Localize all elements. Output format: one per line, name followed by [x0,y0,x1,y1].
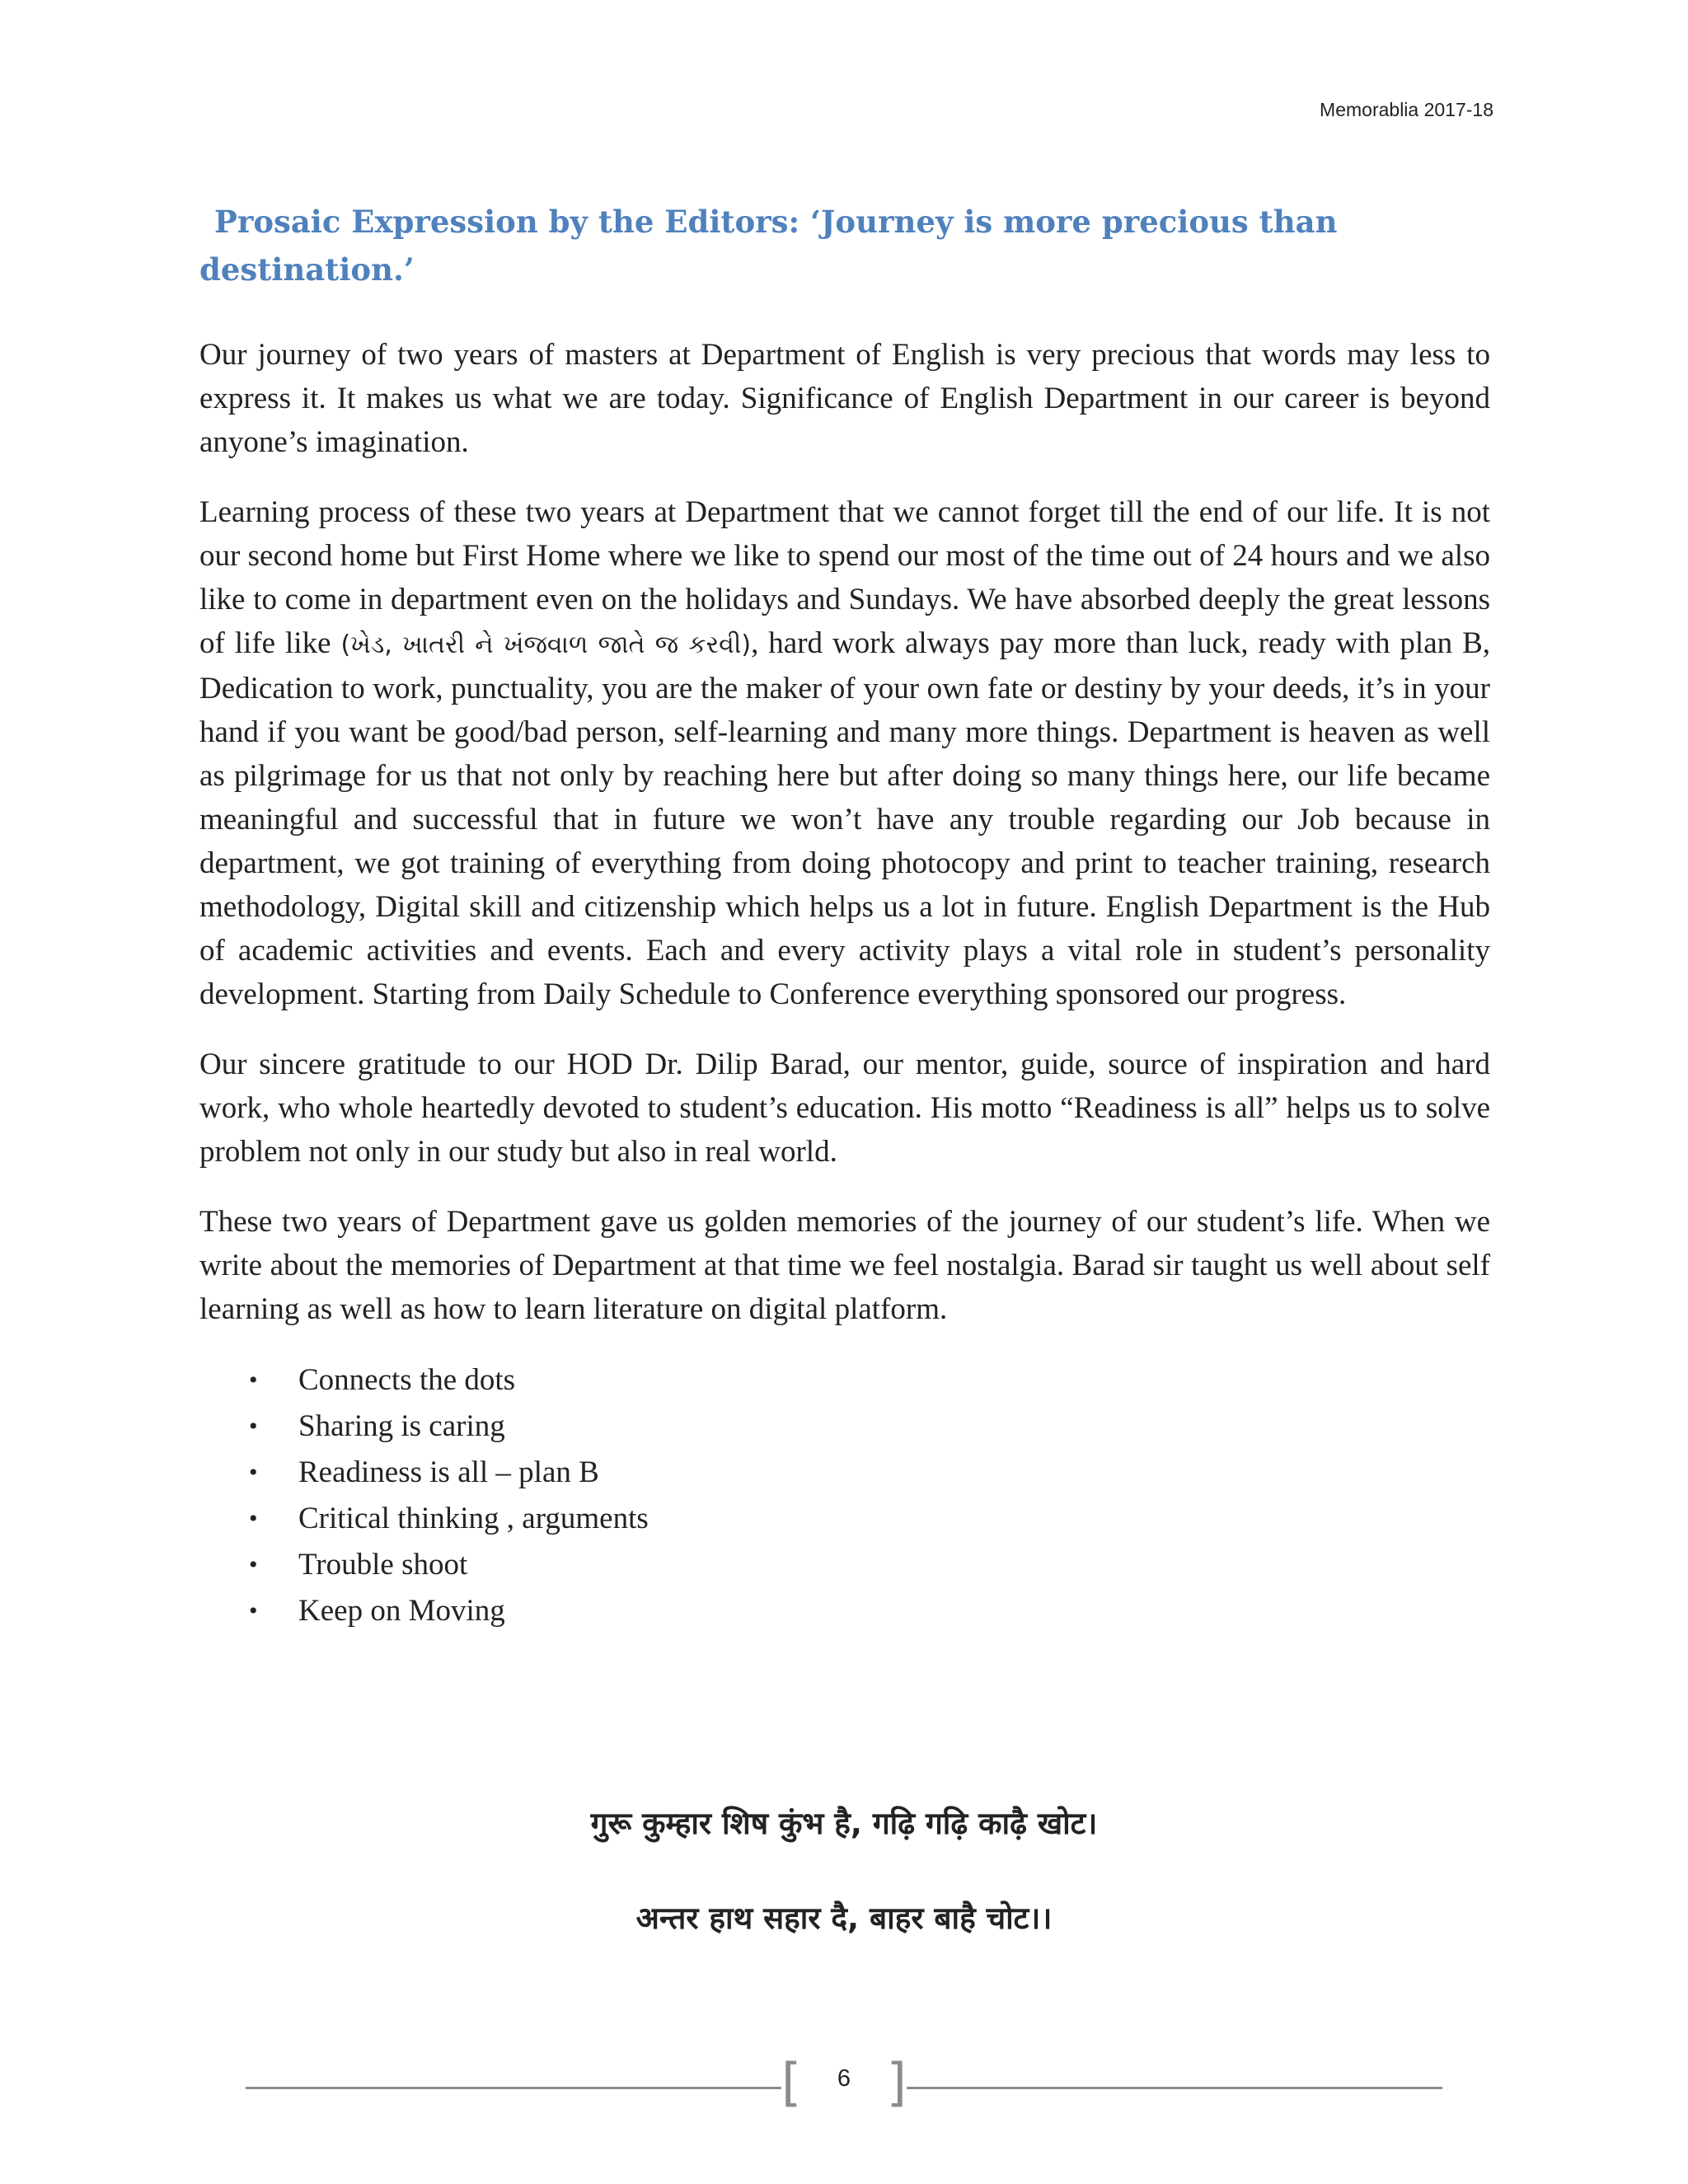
footer-rule-right [907,2087,1442,2089]
bullet-dot-icon: • [249,1505,258,1532]
bullet-dot-icon: • [249,1551,258,1578]
bullet-text: Critical thinking , arguments [298,1502,649,1535]
bullet-item [249,1542,1490,1588]
paragraph-3: Our sincere gratitude to our HOD Dr. Dilip Barad, our mentor, guide, source of inspiration and hard work, who whole heartedly devoted to student’s education. His motto “Readiness is all” helps us to solve problem not only in our study but also in real world. [199,1047,1490,1169]
bullet-item [249,1496,1490,1542]
article-title: Prosaic Expression by the Editors: ‘Journey is more precious than destination.’ [199,204,1338,288]
bullet-item [249,1404,1490,1450]
footer-rule-left [246,2087,781,2089]
paragraph-1: Our journey of two years of masters at Department of English is very precious that words may less to express it. It makes us what we are today. Significance of English Department in our career is beyond anyone’s imagination. [199,338,1490,459]
gujarati-phrase: (ખેડ, ખાતરી ને ખંજવાળ જાતે જ કરવી) [340,630,752,659]
bullet-item [249,1450,1490,1496]
page-footer [246,2054,1442,2120]
bullet-dot-icon: • [249,1413,258,1440]
paragraph-2-text-start: Learning process of these two years at Department that we cannot forget till the end of our life. It is not our second home but First Home where we like to spend our most of the time out of 24 hours and we also like to come in department even on the holidays and Sundays. We have absorbed deeply the great lessons of life like [199,495,1490,660]
bullet-text: Keep on Moving [298,1594,505,1628]
bullet-dot-icon: • [249,1459,258,1486]
couplet-line-2: अन्तर हाथ सहार दै, बाहर बाहै चोट।। [635,1900,1053,1936]
bullet-text: Connects the dots [298,1363,516,1397]
paragraph-4: These two years of Department gave us golden memories of the journey of our student’s life. When we write about the memories of Department at that time we feel nostalgia. Barad sir taught us well about self learning as well as how to learn literature on digital platform. [199,1205,1490,1326]
paragraph-2-text-end: , hard work always pay more than luck, ready with plan B, Dedication to work, punctuality, you are the maker of your own fate or destiny by your deeds, it’s in your hand if you want be good/bad person, self-learning and many more things. Department is heaven as well as pilgrimage for us that not only by reaching here but after doing so many things here, our life became meaningful and successful that in future we won’t have any trouble regarding our Job because in department, we got training of everything from doing photocopy and print to teacher training, research methodology, Digital skill and citizenship which helps us a lot in future. English Department is the Hub of academic activities and events. Each and every activity plays a vital role in student’s personality development. Starting from Daily Schedule to Conference everything sponsored our progress. [199,626,1490,1011]
bullet-dot-icon: • [249,1597,258,1624]
right-bracket-icon: ] [886,2052,907,2112]
bullet-dot-icon: • [249,1366,258,1394]
couplet-line-1: गुरू कुम्हार शिष कुंभ है, गढ़ि गढ़ि काढ़ै खोट। [590,1806,1098,1841]
bullet-list [199,1357,1490,1634]
page-number: 6 [837,2065,851,2092]
paragraph-2 [199,490,1490,1016]
bullet-text: Trouble shoot [298,1548,468,1582]
bullet-text: Sharing is caring [298,1409,505,1443]
running-header: Memorablia 2017-18 [1320,99,1493,120]
left-bracket-icon: [ [781,2052,802,2112]
bullet-item [249,1357,1490,1404]
article-body [199,198,1490,1634]
bullet-text: Readiness is all – plan B [298,1455,599,1489]
bullet-item [249,1588,1490,1634]
